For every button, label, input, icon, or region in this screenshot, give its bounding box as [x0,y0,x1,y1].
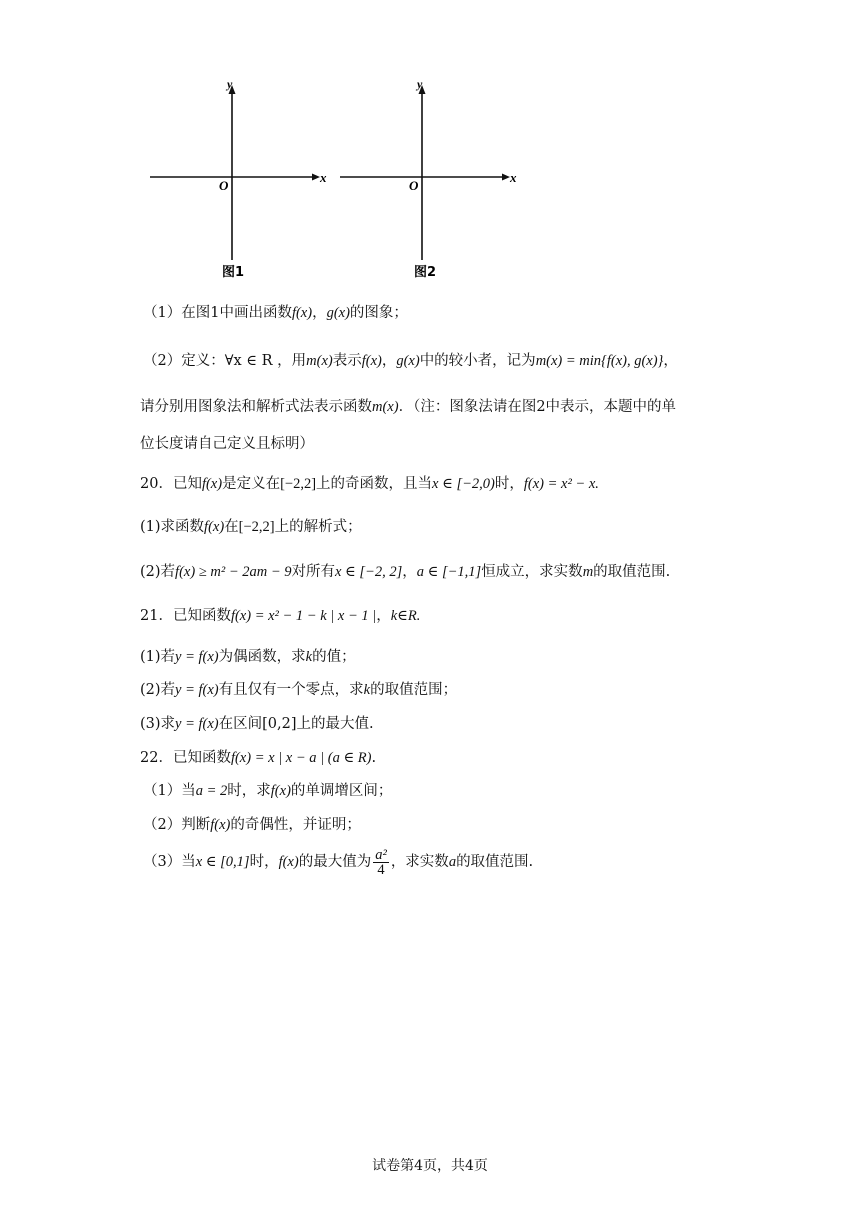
text: 的取值范围； [370,682,458,698]
math-m: m(x) [372,399,399,415]
origin-label: O [409,178,419,193]
q21-stem [140,606,420,626]
text: ， [376,608,391,624]
origin-label: O [219,178,229,193]
text: （3）当 [143,854,196,870]
q19-part1 [143,303,408,323]
text: . [371,750,377,766]
q20-stem [140,474,599,494]
text: 的值； [312,649,356,665]
text: ， [312,305,327,321]
x-axis-arrow [502,174,510,181]
text: 的最大值为 [298,854,372,870]
text: (2)若 [140,682,176,698]
text: （2）定义：∀x ∈ R ，用 [143,353,307,369]
math: f(x) = x² − x. [523,476,599,492]
math: x ∈ [−2, 2] [335,564,403,580]
x-axis-label: x [320,170,327,185]
text: (2)若 [140,564,176,580]
q20-part2 [140,562,670,582]
q19-part2-line3 [140,434,314,454]
text: 恒成立，求实数 [481,564,583,580]
math: y = f(x) [175,716,219,732]
math: f(x) = x | x − a | (a ∈ R) [230,750,372,766]
figure-2 [330,70,530,285]
math: k∈R. [390,608,421,624]
text: ．（注：图象法请在图2中表示，本题中的单 [398,399,677,415]
text: （2）判断 [143,817,211,833]
text: 的取值范围. [456,854,534,870]
math-f: f(x) [361,353,382,369]
x-axis-label: x [510,170,517,185]
q21-part2 [140,680,457,700]
text: 有且仅有一个零点，求 [218,682,364,698]
text: (1)求函数 [140,519,205,535]
math: f(x) [270,783,291,799]
text: ， [663,353,678,369]
text: 中的较小者，记为 [419,353,536,369]
text: 的取值范围. [593,564,671,580]
math: x ∈ [−2,0) [432,476,495,492]
x-axis-arrow [312,174,320,181]
figure-caption: 图1 [222,265,245,280]
text: ， [381,353,397,369]
text: 的单调增区间； [290,783,393,799]
math-f: f(x) [291,305,313,321]
math-m: m(x) [306,353,333,369]
text: ， [402,564,417,580]
q19-part2-line2 [140,397,676,417]
math-g: g(x) [326,305,350,321]
q22-part3 [143,845,533,879]
math: a ∈ [−1,1] [416,564,482,580]
math: y = f(x) [175,649,219,665]
q19-part2-line1 [143,351,678,371]
text: 时， [249,854,279,870]
math: [−2,2] [238,519,275,535]
text: 的图象； [349,305,408,321]
math: y = f(x) [175,682,219,698]
math: [−2,2] [280,476,317,492]
math: x ∈ [0,1] [195,854,250,870]
text: 上的奇函数，且当 [316,476,433,492]
y-axis-label: y [227,77,233,91]
math: k [305,649,313,665]
text: 表示 [332,353,362,369]
math: a [448,854,457,870]
q21-part3 [140,714,374,734]
q22-part1 [143,781,392,801]
math: m [582,564,594,580]
q22-stem [140,748,376,768]
text: 时， [494,476,524,492]
page-footer: 试卷第4页，共4页 [372,1158,488,1174]
math: f(x) = x² − 1 − k | x − 1 | [230,608,377,624]
text: 对所有 [291,564,335,580]
text: （1）在图1中画出函数 [143,305,292,321]
q22-part2 [143,815,361,835]
text: (3)求 [140,716,176,732]
math: a = 2 [195,783,228,799]
figure-caption: 图2 [414,265,437,280]
math: f(x) [204,519,225,535]
text: 为偶函数，求 [218,649,306,665]
fraction [373,848,389,877]
math: k [363,682,371,698]
text: 请分别用图象法和解析式法表示函数 [140,399,372,415]
math: f(x) [278,854,299,870]
math: f(x) ≥ m² − 2am − 9 [175,564,292,580]
math: f(x) [210,817,231,833]
text: 20．已知 [140,476,202,492]
q20-part1 [140,517,362,537]
text: 在 [224,519,239,535]
text: 在区间[0,2]上的最大值. [218,716,374,732]
math: f(x) [201,476,223,492]
text: 的奇偶性，并证明； [230,817,361,833]
text: （1）当 [143,783,196,799]
text: ，求实数 [390,854,449,870]
fraction-numerator: a² [375,846,387,863]
math-min-expr: m(x) = min{f(x), g(x)} [535,353,664,369]
fraction-denominator: 4 [377,861,385,878]
text: 位长度请自己定义且标明） [140,436,314,452]
y-axis-label: y [417,77,423,91]
text: 是定义在 [222,476,281,492]
text: 21．已知函数 [140,608,231,624]
text: 时，求 [227,783,271,799]
text: 22．已知函数 [140,750,231,766]
text: 上的解析式； [274,519,362,535]
math-g: g(x) [396,353,420,369]
figure-1 [140,70,340,285]
text: (1)若 [140,649,176,665]
q21-part1 [140,647,356,667]
